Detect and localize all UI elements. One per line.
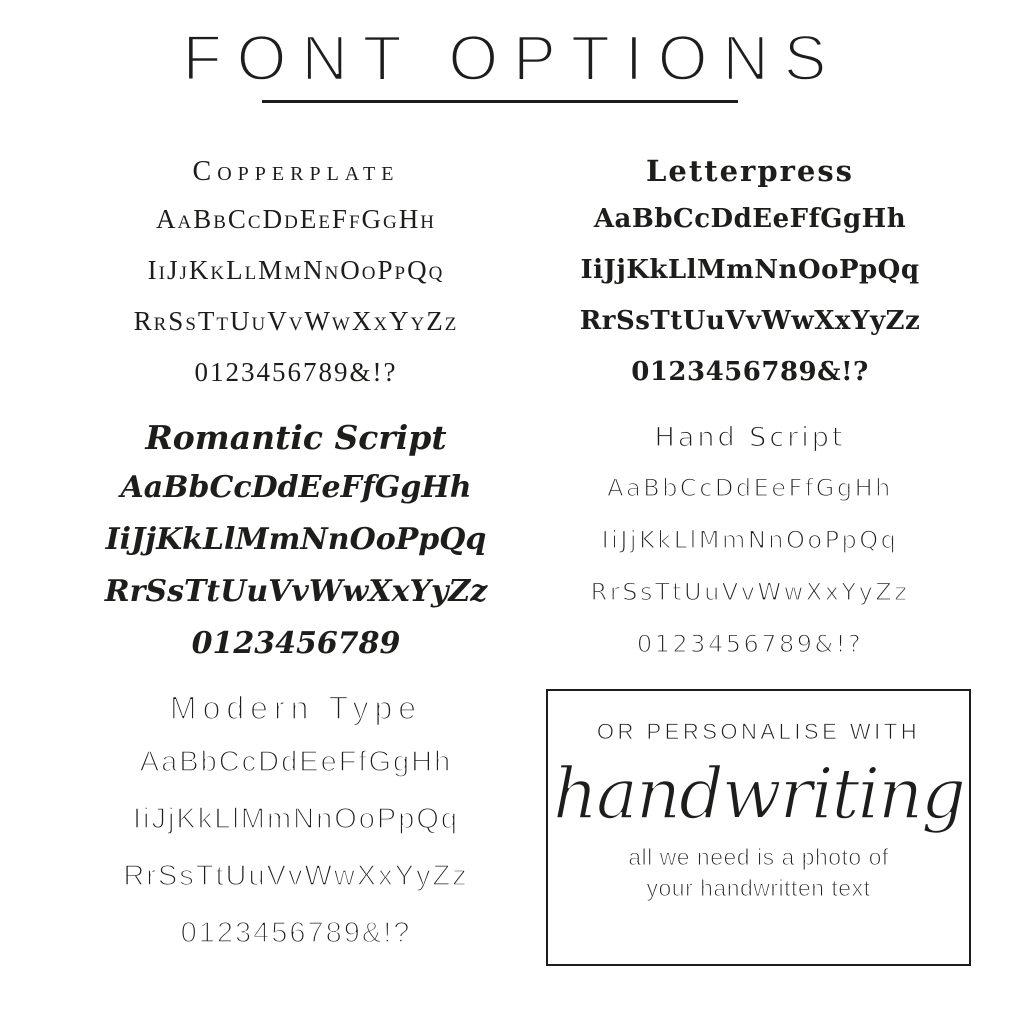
font-name: Romantic Script xyxy=(145,418,447,457)
font-sample-line: RrSsTtUuVvWwXxYyZz xyxy=(590,578,910,606)
font-sample-line: 0123456789&!? xyxy=(631,357,869,387)
font-section-romantic-script xyxy=(105,414,488,670)
personalise-note-line: your handwritten text xyxy=(646,875,871,901)
font-section-copperplate xyxy=(134,150,459,398)
font-sample-line: 0123456789&!? xyxy=(636,630,864,658)
font-section-letterpress xyxy=(580,148,921,398)
font-sample-line: IiJjKkLlMmNnOoPpQq xyxy=(147,255,445,285)
font-sample-line: 0123456789&!? xyxy=(180,917,412,949)
font-sample-line: AaBbCcDdEeFfGgHh xyxy=(139,746,453,778)
page-title: FONT OPTIONS xyxy=(182,22,842,94)
personalise-box xyxy=(546,689,971,966)
font-sample-line: RrSsTtUuVvWwXxYyZz xyxy=(579,306,921,336)
personalise-heading: OR PERSONALISE WITH xyxy=(596,719,921,744)
font-section-hand-script xyxy=(591,414,910,670)
font-sample-line: RrSsTtUuVvWwXxYyZz xyxy=(123,860,469,892)
font-sample-line: IiJjKkLlMmNnOoPpQq xyxy=(132,803,460,835)
font-sample-line: IiJjKkLlMmNnOoPpQq xyxy=(601,526,899,554)
font-sample-line: AaBbCcDdEeFfGgHh xyxy=(156,204,436,234)
font-sample-line: IiJjKkLlMmNnOoPpQq xyxy=(105,522,487,557)
font-name: Letterpress xyxy=(645,154,855,188)
font-sample-line: IiJjKkLlMmNnOoPpQq xyxy=(580,255,920,285)
font-name: Copperplate xyxy=(192,156,400,187)
title-underline xyxy=(262,100,738,103)
font-name: Modern Type xyxy=(169,690,423,726)
font-section-modern-type xyxy=(123,682,468,962)
font-sample-line: AaBbCcDdEeFfGgHh xyxy=(120,470,472,505)
font-sample-line: RrSsTtUuVvWwXxYyZz xyxy=(104,574,488,609)
font-sample-line: AaBbCcDdEeFfGgHh xyxy=(593,204,907,234)
font-sample-line: 0123456789 xyxy=(191,626,401,661)
font-name: Hand Script xyxy=(654,422,846,453)
font-sample-line: AaBbCcDdEeFfGgHh xyxy=(607,474,893,502)
handwriting-script-word: handwriting xyxy=(553,753,964,835)
personalise-note-line: all we need is a photo of xyxy=(628,844,889,870)
font-sample-line: RrSsTtUuVvWwXxYyZz xyxy=(133,306,459,336)
font-sample-line: 0123456789&!? xyxy=(194,357,398,387)
